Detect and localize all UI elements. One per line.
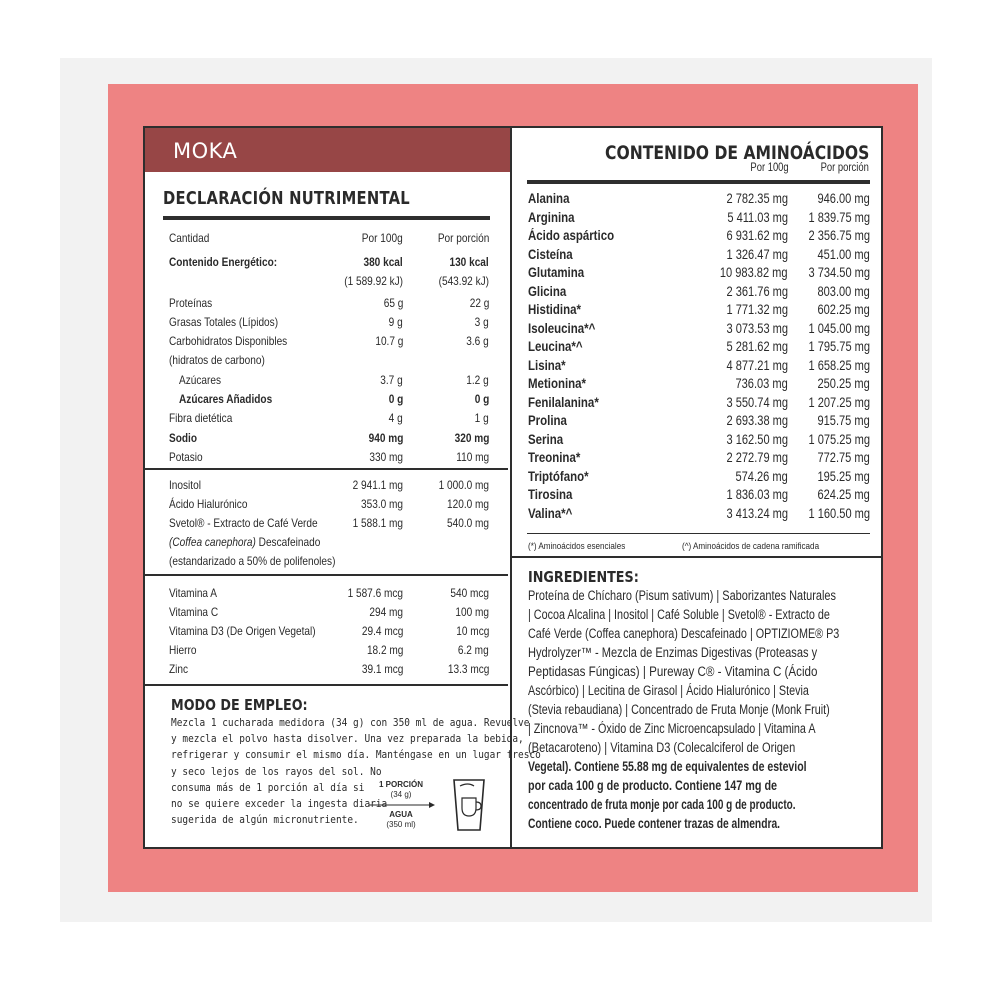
aminoacid-row: Lisina* 4 877.21 mg 1 658.25 mg <box>528 357 870 373</box>
aminoacid-row: Treonina* 2 272.79 mg 772.75 mg <box>528 450 870 465</box>
aminoacid-row: Isoleucina*^ 3 073.53 mg 1 045.00 mg <box>528 320 870 336</box>
usage-title: MODO DE EMPLEO: <box>171 696 308 714</box>
usage-line: sugerida de algún micronutriente. <box>171 814 359 826</box>
portion-label: 1 PORCIÓN <box>378 780 423 789</box>
nutrition-column: MOKA DECLARACIÓN NUTRIMENTAL Cantidad Por 100g Por porción Contenido Energético: 380 kcal 130 kcal (1 589.92 kJ) (543.92 kJ) Proteínas 65 g 22 g Grasas Totales (Lípidos) 9 g 3 g Carbohidratos Disponibles 10.7 g 3.6 g (hidratos de carbono) Azúcares 3.7 g 1.2 g Azúcares Añadidos 0 g 0 g Fibra dietética 4 g 1 g Sodio 940 mg 320 mg Potasio 330 mg 110 mg Inositol 2 941.1 mg 1 000.0 mg Ácido Hialurónico 353.0 mg 120.0 mg Svetol® - Extracto de Café Verde 1 588.1 mg 540.0 mg (Coffea canephora) Descafeinado (estandarizado a 50% de polifenoles) Vitamina A 1 587.6 mcg 540 mcg Vitamina C 294 mg 100 mg Vitamina D3 (De Origen Vegetal) 29.4 mcg 10 mcg Hierro 18.2 mg 6.2 mg Zinc 39.1 mcg 13.3 mcg MODO DE EMPLEO: Mezcla 1 cucharada medidora (34 g) con 350 ml de agua. Revuelve y mezcla el polvo hasta disolver. Una vez preparada la bebida, refrigerar y consumir el mismo día. Manténgase en un lugar fresco y seco lejos de los rayos del sol. No consuma más de 1 porción al día si no se quiere exceder la ingesta diaria sugerida de algún micronutriente. 1 PORCIÓN (34 g) AGUA (350 ml) <box>145 128 510 847</box>
usage-line: consuma más de 1 porción al día si <box>171 782 365 794</box>
aminoacid-row: Glicina 2 361.76 mg 803.00 mg <box>528 283 870 299</box>
ingredients-line: | Zincnova™ - Óxido de Zinc Microencapsulado | Vitamina A <box>528 721 816 736</box>
water-label: AGUA <box>389 810 413 819</box>
flavor-banner: MOKA <box>145 128 510 172</box>
usage-line: no se quiere exceder la ingesta diaria <box>171 798 388 810</box>
aminoacid-row: Valina*^ 3 413.24 mg 1 160.50 mg <box>528 505 870 521</box>
ingredients-line: concentrado de fruta monje por cada 100 g de producto. <box>528 797 796 812</box>
portion-diagram <box>365 780 437 830</box>
divider <box>527 180 870 184</box>
ingredients-line: Ascórbico) | Lecitina de Girasol | Ácido Hialurónico | Stevia <box>528 683 809 698</box>
divider <box>145 684 508 686</box>
ingredients-line: Proteína de Chícharo (Pisum sativum) | Saborizantes Naturales <box>528 588 836 603</box>
nutrition-title: DECLARACIÓN NUTRIMENTAL <box>163 188 410 209</box>
aminoacid-header-per-serving: Por porción <box>820 162 869 174</box>
aminoacid-row: Prolina 2 693.38 mg 915.75 mg <box>528 413 870 428</box>
portion-grams: (34 g) <box>390 790 412 799</box>
divider <box>163 216 490 220</box>
ingredients-line: | Cocoa Alcalina | Inositol | Café Soluble | Svetol® - Extracto de <box>528 607 830 622</box>
nutrition-label <box>143 126 883 849</box>
aminoacid-row: Glutamina 10 983.82 mg 3 734.50 mg <box>528 265 870 280</box>
aminoacid-row: Ácido aspártico 6 931.62 mg 2 356.75 mg <box>528 228 870 243</box>
divider <box>145 468 508 470</box>
ingredients-line: Hydrolyzer™ - Mezcla de Enzimas Digestivas (Proteasas y <box>528 645 818 660</box>
ingredients-line: Café Verde (Coffea canephora) Descafeinado | OPTIZIOME® P3 <box>528 626 840 641</box>
divider <box>512 556 883 558</box>
aminoacid-row: Triptófano* 574.26 mg 195.25 mg <box>528 468 870 484</box>
ingredients-title: INGREDIENTES: <box>528 568 639 586</box>
ingredients-line: (Stevia rebaudiana) | Concentrado de Fruta Monje (Monk Fruit) <box>528 702 830 717</box>
aminoacid-row: Fenilalanina* 3 550.74 mg 1 207.25 mg <box>528 394 870 410</box>
aminoacid-row: Serina 3 162.50 mg 1 075.25 mg <box>528 431 870 447</box>
usage-line: Mezcla 1 cucharada medidora (34 g) con 350 ml de agua. Revuelve <box>171 717 530 729</box>
aminoacid-header-per100: Por 100g <box>750 162 789 174</box>
usage-line: y seco lejos de los rayos del sol. No <box>171 766 382 778</box>
divider <box>145 574 508 576</box>
usage-line: refrigerar y consumir el mismo día. Manténgase en un lugar fresco <box>171 749 541 761</box>
aminoacid-row: Leucina*^ 5 281.62 mg 1 795.75 mg <box>528 339 870 354</box>
aminoacid-row: Tirosina 1 836.03 mg 624.25 mg <box>528 487 870 502</box>
aminoacid-row: Cisteína 1 326.47 mg 451.00 mg <box>528 246 870 262</box>
aminoacid-row: Histidina* 1 771.32 mg 602.25 mg <box>528 302 870 317</box>
divider <box>527 533 870 534</box>
footnote-branched: (^) Aminoácidos de cadena ramificada <box>682 541 820 551</box>
ingredients-line: Peptidasas Fúngicas) | Pureway C® - Vitamina C (Ácido <box>528 664 818 679</box>
aminoacid-row: Arginina 5 411.03 mg 1 839.75 mg <box>528 209 870 225</box>
ingredients-line: Contiene coco. Puede contener trazas de almendra. <box>528 816 781 831</box>
ingredients-line: (Betacaroteno) | Vitamina D3 (Colecalciferol de Origen <box>528 740 796 755</box>
aminoacid-column <box>510 128 883 847</box>
cup-icon <box>448 776 490 834</box>
aminoacid-title: CONTENIDO DE AMINOÁCIDOS <box>604 142 869 164</box>
water-ml: (350 ml) <box>386 820 416 829</box>
aminoacid-row: Alanina 2 782.35 mg 946.00 mg <box>528 191 870 206</box>
ingredients-line: por cada 100 g de producto. Contiene 147 mg de <box>528 778 778 793</box>
ingredients-line: Vegetal). Contiene 55.88 mg de equivalentes de esteviol <box>528 759 807 774</box>
usage-line: y mezcla el polvo hasta disolver. Una vez preparada la bebida, <box>171 733 524 745</box>
footnote-essential: (*) Aminoácidos esenciales <box>528 541 626 551</box>
aminoacid-row: Metionina* 736.03 mg 250.25 mg <box>528 376 870 391</box>
arrow-icon <box>365 801 437 809</box>
